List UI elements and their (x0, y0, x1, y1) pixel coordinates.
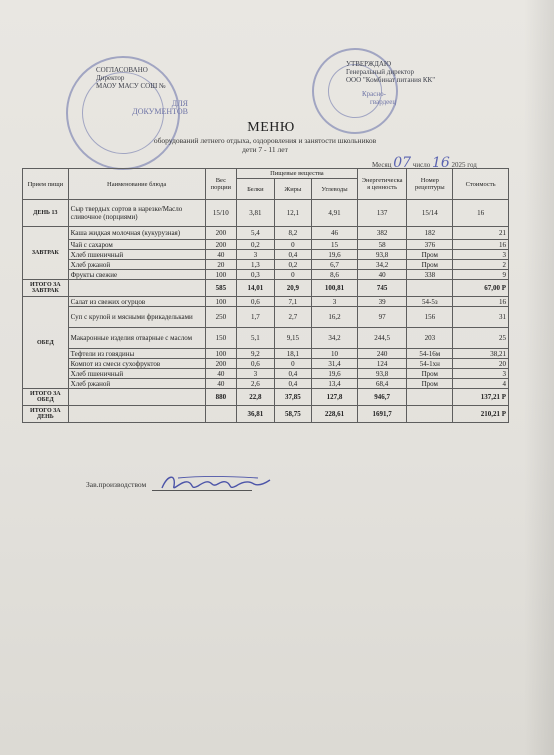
header-recipe: Номер рецептуры (407, 169, 453, 200)
table-row (23, 359, 509, 369)
cost-cell: 9 (453, 270, 509, 280)
table-row-total (23, 406, 509, 423)
fat-cell: 58,75 (274, 406, 312, 423)
recipe-cell: 182 (407, 227, 453, 240)
page-subtitle (140, 136, 390, 154)
weight-cell: 20 (205, 260, 236, 270)
date-suffix: 2025 год (451, 161, 477, 169)
carbs-cell: 100,81 (312, 280, 358, 297)
approve-left-block (96, 66, 188, 116)
weight-cell: 15/10 (205, 200, 236, 227)
header-cost: Стоимость (453, 169, 509, 200)
signature-label: Зав.производством (86, 480, 147, 489)
protein-cell: 3 (237, 250, 275, 260)
dish-cell: Хлеб пшеничный (68, 250, 205, 260)
breakfast-total-label: ИТОГО ЗА ЗАВТРАК (23, 280, 69, 297)
weight-cell: 100 (205, 270, 236, 280)
protein-cell: 5,4 (237, 227, 275, 240)
fat-cell: 0,4 (274, 369, 312, 379)
recipe-cell: 376 (407, 240, 453, 250)
approve-right-line: ООО "Комбинат питания КК" (346, 76, 436, 84)
dish-cell: Тефтели из говядины (68, 349, 205, 359)
energy-cell: 1691,7 (357, 406, 407, 423)
fat-cell: 0 (274, 270, 312, 280)
protein-cell: 0,6 (237, 359, 275, 369)
weight-cell: 40 (205, 369, 236, 379)
energy-cell: 68,4 (357, 379, 407, 389)
dish-cell: Каша жидкая молочная (кукурузная) (68, 227, 205, 240)
weight-cell: 880 (205, 389, 236, 406)
carbs-cell: 15 (312, 240, 358, 250)
table-row (23, 307, 509, 328)
page-title: МЕНЮ (247, 120, 295, 135)
protein-cell: 1,3 (237, 260, 275, 270)
cost-cell: 16 (453, 297, 509, 307)
protein-cell: 22,8 (237, 389, 275, 406)
carbs-cell: 3 (312, 297, 358, 307)
header-nutrients: Пищевые вещества (237, 169, 358, 179)
subtitle-line: дети 7 - 11 лет (242, 145, 288, 154)
table-row (23, 250, 509, 260)
cost-cell: 67,00 Р (453, 280, 509, 297)
weight-cell: 40 (205, 250, 236, 260)
breakfast-label: ЗАВТРАК (23, 227, 69, 280)
recipe-cell: Пром (407, 369, 453, 379)
dish-cell: Хлеб пшеничный (68, 369, 205, 379)
cost-cell: 20 (453, 359, 509, 369)
cost-cell: 3 (453, 369, 509, 379)
fat-cell: 12,1 (274, 200, 312, 227)
header-protein: Белки (237, 179, 275, 200)
cost-cell: 25 (453, 328, 509, 349)
dish-cell: Компот из смеси сухофруктов (68, 359, 205, 369)
energy-cell: 137 (357, 200, 407, 227)
subtitle-line: оборудований летнего отдыха, оздоровления и занятости школьников (153, 136, 377, 145)
energy-cell: 39 (357, 297, 407, 307)
table-row (23, 200, 509, 227)
protein-cell: 0,6 (237, 297, 275, 307)
energy-cell: 946,7 (357, 389, 407, 406)
energy-cell: 93,8 (357, 369, 407, 379)
header-fat: Жиры (274, 179, 312, 200)
carbs-cell: 228,61 (312, 406, 358, 423)
approve-left-line: СОГЛАСОВАНО (96, 66, 148, 74)
protein-cell: 5,1 (237, 328, 275, 349)
lunch-label: ОБЕД (23, 297, 69, 389)
protein-cell: 36,81 (237, 406, 275, 423)
header-carbs: Углеводы (312, 179, 358, 200)
header-weight: Вес порции (205, 169, 236, 200)
header-meal: Прием пищи (23, 169, 69, 200)
approve-right-line: Красно- (362, 90, 386, 98)
table-row-total (23, 280, 509, 297)
energy-cell: 382 (357, 227, 407, 240)
page-shadow (524, 0, 554, 755)
fat-cell: 0 (274, 240, 312, 250)
fat-cell: 0,4 (274, 250, 312, 260)
fat-cell: 0 (274, 359, 312, 369)
approve-left-line: МАОУ МАСУ СОШ № (96, 82, 166, 90)
cost-cell: 210,21 Р (453, 406, 509, 423)
protein-cell: 1,7 (237, 307, 275, 328)
cost-cell: 21 (453, 227, 509, 240)
cost-cell: 4 (453, 379, 509, 389)
recipe-cell: Пром (407, 250, 453, 260)
date-prefix: Месяц (372, 161, 392, 169)
protein-cell: 9,2 (237, 349, 275, 359)
date-month: 16 (431, 155, 450, 171)
cost-cell: 2 (453, 260, 509, 270)
dish-cell: Салат из свежих огурцов (68, 297, 205, 307)
carbs-cell: 31,4 (312, 359, 358, 369)
energy-cell: 40 (357, 270, 407, 280)
lunch-total-label: ИТОГО ЗА ОБЕД (23, 389, 69, 406)
table-row (23, 260, 509, 270)
weight-cell: 585 (205, 280, 236, 297)
cost-cell: 3 (453, 250, 509, 260)
energy-cell: 58 (357, 240, 407, 250)
approve-right-line: Генеральный директор (346, 68, 414, 76)
weight-cell: 100 (205, 349, 236, 359)
cost-cell: 16 (453, 240, 509, 250)
date-mid: число (412, 161, 431, 169)
recipe-cell: 54-16м (407, 349, 453, 359)
cost-cell: 38,21 (453, 349, 509, 359)
fat-cell: 20,9 (274, 280, 312, 297)
cost-cell: 31 (453, 307, 509, 328)
weight-cell: 100 (205, 297, 236, 307)
table-row (23, 369, 509, 379)
approve-left-line: ДЛЯ (171, 99, 188, 108)
fat-cell: 7,1 (274, 297, 312, 307)
energy-cell: 240 (357, 349, 407, 359)
recipe-cell: 15/14 (407, 200, 453, 227)
protein-cell: 0,2 (237, 240, 275, 250)
energy-cell: 124 (357, 359, 407, 369)
table-row (23, 227, 509, 240)
dish-cell: Хлеб ржаной (68, 379, 205, 389)
weight-cell: 200 (205, 240, 236, 250)
protein-cell: 0,3 (237, 270, 275, 280)
recipe-cell: 54-5з (407, 297, 453, 307)
recipe-cell: 203 (407, 328, 453, 349)
recipe-cell: 156 (407, 307, 453, 328)
weight-cell: 40 (205, 379, 236, 389)
dish-cell: Макаронные изделия отварные с маслом (68, 328, 205, 349)
recipe-cell: Пром (407, 379, 453, 389)
protein-cell: 2,6 (237, 379, 275, 389)
energy-cell: 745 (357, 280, 407, 297)
recipe-cell: 338 (407, 270, 453, 280)
carbs-cell: 19,6 (312, 250, 358, 260)
table-row (23, 297, 509, 307)
recipe-cell: Пром (407, 260, 453, 270)
approve-right-line: УТВЕРЖДАЮ (346, 60, 392, 68)
dish-cell: Чай с сахаром (68, 240, 205, 250)
energy-cell: 93,8 (357, 250, 407, 260)
carbs-cell: 13,4 (312, 379, 358, 389)
carbs-cell: 16,2 (312, 307, 358, 328)
dish-cell: Хлеб ржаной (68, 260, 205, 270)
handwritten-signature (158, 470, 273, 494)
fat-cell: 0,2 (274, 260, 312, 270)
approve-right-line: гвардеец (370, 98, 397, 106)
table-row (23, 240, 509, 250)
day-label: ДЕНЬ 13 (23, 200, 69, 227)
carbs-cell: 6,7 (312, 260, 358, 270)
header-dish: Наименование блюда (68, 169, 205, 200)
protein-cell: 3,81 (237, 200, 275, 227)
cost-cell: 137,21 Р (453, 389, 509, 406)
carbs-cell: 4,91 (312, 200, 358, 227)
carbs-cell: 8,6 (312, 270, 358, 280)
day-total-label: ИТОГО ЗА ДЕНЬ (23, 406, 69, 423)
fat-cell: 9,15 (274, 328, 312, 349)
table-row-total (23, 389, 509, 406)
header-energy: Энергетическа я ценность (357, 169, 407, 200)
energy-cell: 97 (357, 307, 407, 328)
date-day: 07 (393, 155, 412, 171)
carbs-cell: 10 (312, 349, 358, 359)
weight-cell: 200 (205, 359, 236, 369)
weight-cell: 200 (205, 227, 236, 240)
weight-cell: 150 (205, 328, 236, 349)
approve-left-line: ДОКУМЕНТОВ (132, 107, 188, 116)
approve-right-block (346, 60, 458, 106)
fat-cell: 18,1 (274, 349, 312, 359)
protein-cell: 3 (237, 369, 275, 379)
menu-table (22, 168, 509, 423)
energy-cell: 244,5 (357, 328, 407, 349)
table-row (23, 379, 509, 389)
carbs-cell: 19,6 (312, 369, 358, 379)
recipe-cell: 54-1хн (407, 359, 453, 369)
dish-cell: Фрукты свежие (68, 270, 205, 280)
dish-cell: Сыр твердых сортов в нарезке/Масло сливочное (порциями) (68, 200, 205, 227)
cost-cell: 16 (453, 200, 509, 227)
dish-cell: Суп с крупой и мясными фрикадельками (68, 307, 205, 328)
approve-left-line: Директор (96, 74, 125, 82)
protein-cell: 14,01 (237, 280, 275, 297)
weight-cell: 250 (205, 307, 236, 328)
fat-cell: 8,2 (274, 227, 312, 240)
carbs-cell: 34,2 (312, 328, 358, 349)
fat-cell: 0,4 (274, 379, 312, 389)
fat-cell: 37,85 (274, 389, 312, 406)
table-row (23, 270, 509, 280)
fat-cell: 2,7 (274, 307, 312, 328)
carbs-cell: 46 (312, 227, 358, 240)
table-row (23, 328, 509, 349)
table-row (23, 349, 509, 359)
energy-cell: 34,2 (357, 260, 407, 270)
carbs-cell: 127,8 (312, 389, 358, 406)
